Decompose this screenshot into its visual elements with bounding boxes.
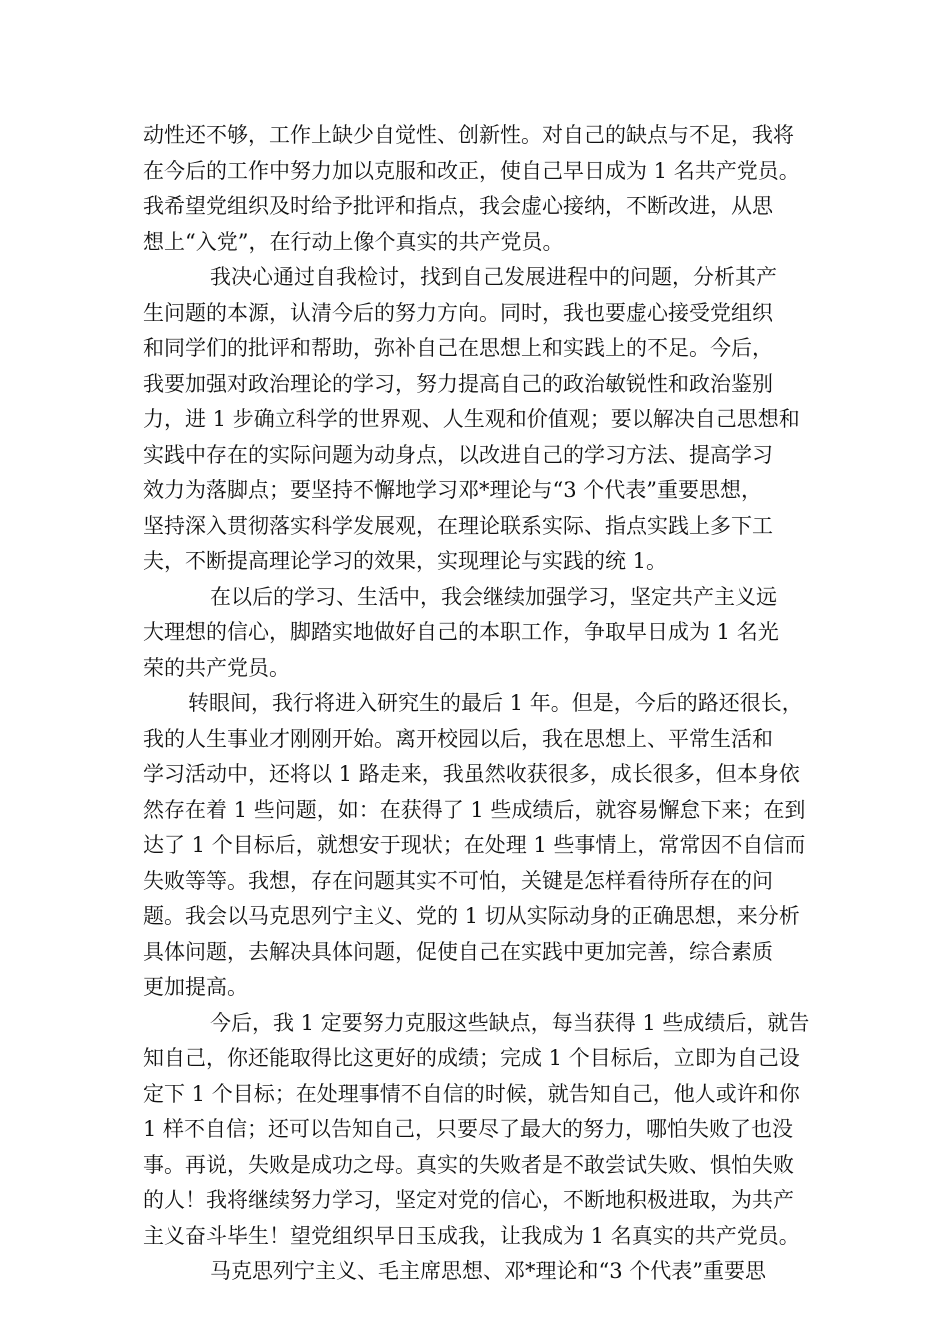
text-line: 失败等等。我想，存在问题其实不可怕，关键是怎样看待所存在的问 bbox=[143, 868, 773, 893]
paragraph bbox=[143, 118, 813, 260]
text-line: 转眼间，我行将进入研究生的最后 1 年。但是，今后的路还很长， bbox=[188, 691, 803, 715]
text-line: 夫，不断提高理论学习的效果，实现理论与实践的统 1。 bbox=[143, 549, 668, 573]
text-line: 力，进 1 步确立科学的世界观、人生观和价值观；要以解决自己思想和 bbox=[143, 407, 800, 431]
text-line: 动性还不够，工作上缺少自觉性、创新性。对自己的缺点与不足，我将 bbox=[143, 123, 794, 147]
text-line: 我要加强对政治理论的学习，努力提高自己的政治敏锐性和政治鉴别 bbox=[143, 371, 773, 396]
text-line: 坚持深入贯彻落实科学发展观，在理论联系实际、指点实践上多下工 bbox=[143, 513, 773, 538]
text-line: 更加提高。 bbox=[143, 975, 248, 999]
text-line: 实践中存在的实际问题为动身点，以改进自己的学习方法、提高学习 bbox=[143, 442, 773, 467]
text-line: 效力为落脚点；要坚持不懈地学习邓*理论与“3 个代表”重要思想， bbox=[143, 478, 763, 502]
text-line: 在以后的学习、生活中，我会继续加强学习，坚定共产主义远 bbox=[210, 584, 777, 609]
text-line: 大理想的信心，脚踏实地做好自己的本职工作，争取早日成为 1 名光 bbox=[143, 620, 779, 644]
paragraph bbox=[143, 686, 813, 1006]
text-line: 在今后的工作中努力加以克服和改正，使自己早日成为 1 名共产党员。 bbox=[143, 158, 800, 183]
document-body bbox=[143, 118, 813, 1290]
text-line: 具体问题，去解决具体问题，促使自己在实践中更加完善，综合素质 bbox=[143, 939, 773, 964]
paragraph bbox=[143, 1254, 813, 1290]
text-line: 的人！我将继续努力学习，坚定对党的信心，不断地积极进取，为共产 bbox=[143, 1188, 794, 1212]
text-line: 我决心通过自我检讨，找到自己发展进程中的问题，分析其产 bbox=[210, 265, 777, 289]
text-line: 荣的共产党员。 bbox=[143, 655, 290, 680]
text-line: 我的人生事业才刚刚开始。离开校园以后，我在思想上、平常生活和 bbox=[143, 726, 773, 751]
text-line: 达了 1 个目标后，就想安于现状；在处理 1 些事情上，常常因不自信而 bbox=[143, 833, 806, 857]
text-line: 知自己，你还能取得比这更好的成绩；完成 1 个目标后，立即为自己设 bbox=[143, 1046, 800, 1070]
text-line: 想上“入党”，在行动上像个真实的共产党员。 bbox=[143, 229, 564, 254]
text-line: 然存在着 1 些问题，如：在获得了 1 些成绩后，就容易懈怠下来；在到 bbox=[143, 797, 806, 822]
paragraph bbox=[143, 580, 813, 687]
text-line: 事。再说，失败是成功之母。真实的失败者是不敢尝试失败、惧怕失败 bbox=[143, 1152, 794, 1177]
text-line: 马克思列宁主义、毛主席思想、邓*理论和“3 个代表”重要思 bbox=[210, 1259, 767, 1283]
text-line: 我希望党组织及时给予批评和指点，我会虚心接纳，不断改进，从思 bbox=[143, 194, 773, 218]
text-line: 生问题的本源，认清今后的努力方向。同时，我也要虚心接受党组织 bbox=[143, 300, 773, 325]
text-line: 学习活动中，还将以 1 路走来，我虽然收获很多，成长很多，但本身依 bbox=[143, 762, 800, 786]
paragraph bbox=[143, 1006, 813, 1255]
text-line: 定下 1 个目标；在处理事情不自信的时候，就告知自己，他人或许和你 bbox=[143, 1081, 800, 1106]
text-line: 今后，我 1 定要努力克服这些缺点，每当获得 1 些成绩后，就告 bbox=[210, 1010, 810, 1035]
text-line: 1 样不自信；还可以告知自己，只要尽了最大的努力，哪怕失败了也没 bbox=[143, 1117, 794, 1141]
text-line: 和同学们的批评和帮助，弥补自己在思想上和实践上的不足。今后， bbox=[143, 336, 773, 360]
text-line: 主义奋斗毕生！望党组织早日玉成我，让我成为 1 名真实的共产党员。 bbox=[143, 1223, 800, 1248]
paragraph bbox=[143, 260, 813, 580]
text-line: 题。我会以马克思列宁主义、党的 1 切从实际动身的正确思想，来分析 bbox=[143, 904, 800, 928]
